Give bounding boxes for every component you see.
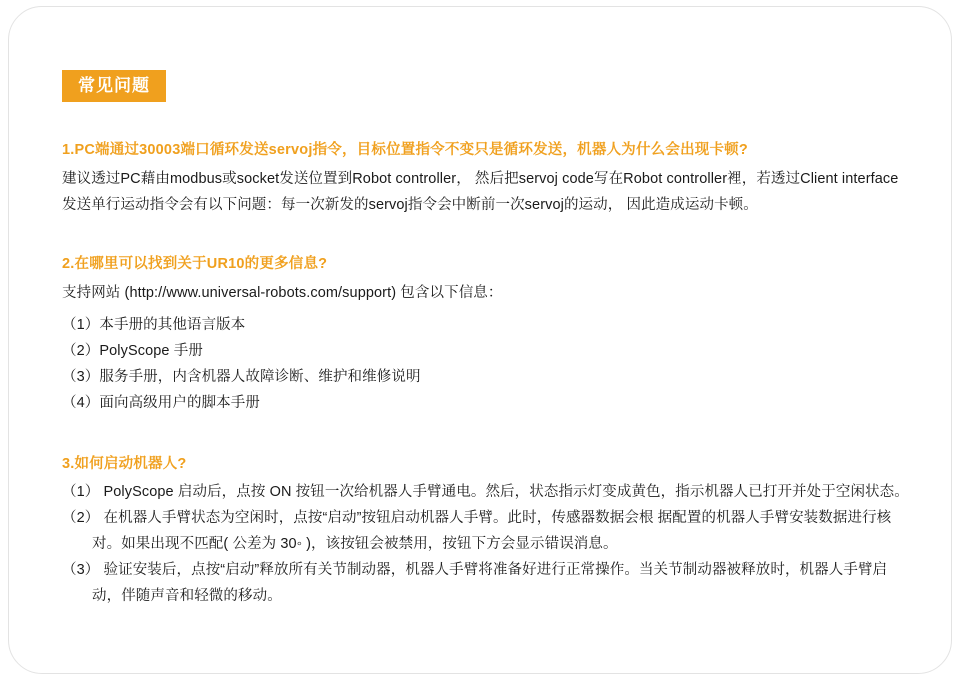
faq-question-1: 1.PC端通过30003端口循环发送servoj指令，目标位置指令不变只是循环发送，机器人为什么会出现卡顿? <box>62 142 748 158</box>
section-title-badge: 常见问题 <box>62 70 166 102</box>
list-item: （1） PolyScope 启动后，点按 ON 按钮一次给机器人手臂通电。然后，状态指示灯变成黄色，指示机器人已打开并处于空闲状态。 <box>62 484 909 500</box>
faq-block-3 <box>62 452 912 609</box>
faq-block-1 <box>62 138 912 218</box>
faq-list-3 <box>62 479 912 609</box>
list-item: （4）面向高级用户的脚本手册 <box>62 395 260 411</box>
document-content <box>62 70 912 609</box>
faq-answer-2: 支持网站 (http://www.universal-robots.com/support) 包含以下信息： <box>62 285 503 301</box>
list-item: （1）本手册的其他语言版本 <box>62 317 246 333</box>
faq-question-3: 3.如何启动机器人? <box>62 456 187 472</box>
list-item: （3） 验证安装后，点按“启动”释放所有关节制动器，机器人手臂将准备好进行正常操作。当关节制动器被释放时，机器人手臂启动，伴随声音和轻微的移动。 <box>62 562 888 604</box>
list-item: （2） 在机器人手臂状态为空闲时，点按“启动”按钮启动机器人手臂。此时，传感器数据会根 据配置的机器人手臂安装数据进行核对。如果出现不匹配( 公差为 30◦ )，该按钮会被禁用，按钮下方会显示错误消息。 <box>62 510 892 552</box>
faq-block-2 <box>62 252 912 416</box>
list-item: （2）PolyScope 手册 <box>62 343 203 359</box>
faq-answer-1: 建议透过PC藉由modbus或socket发送位置到Robot controller， 然后把servoj code写在Robot controller裡，若透过Client interface发送单行运动指令会有以下问题：每一次新发的servoj指令会中断前一次servoj的运动， 因此造成运动卡顿。 <box>62 171 899 213</box>
faq-list-2 <box>62 312 912 416</box>
faq-question-2: 2.在哪里可以找到关于UR10的更多信息? <box>62 256 328 272</box>
list-item: （3）服务手册，内含机器人故障诊断、维护和维修说明 <box>62 369 421 385</box>
